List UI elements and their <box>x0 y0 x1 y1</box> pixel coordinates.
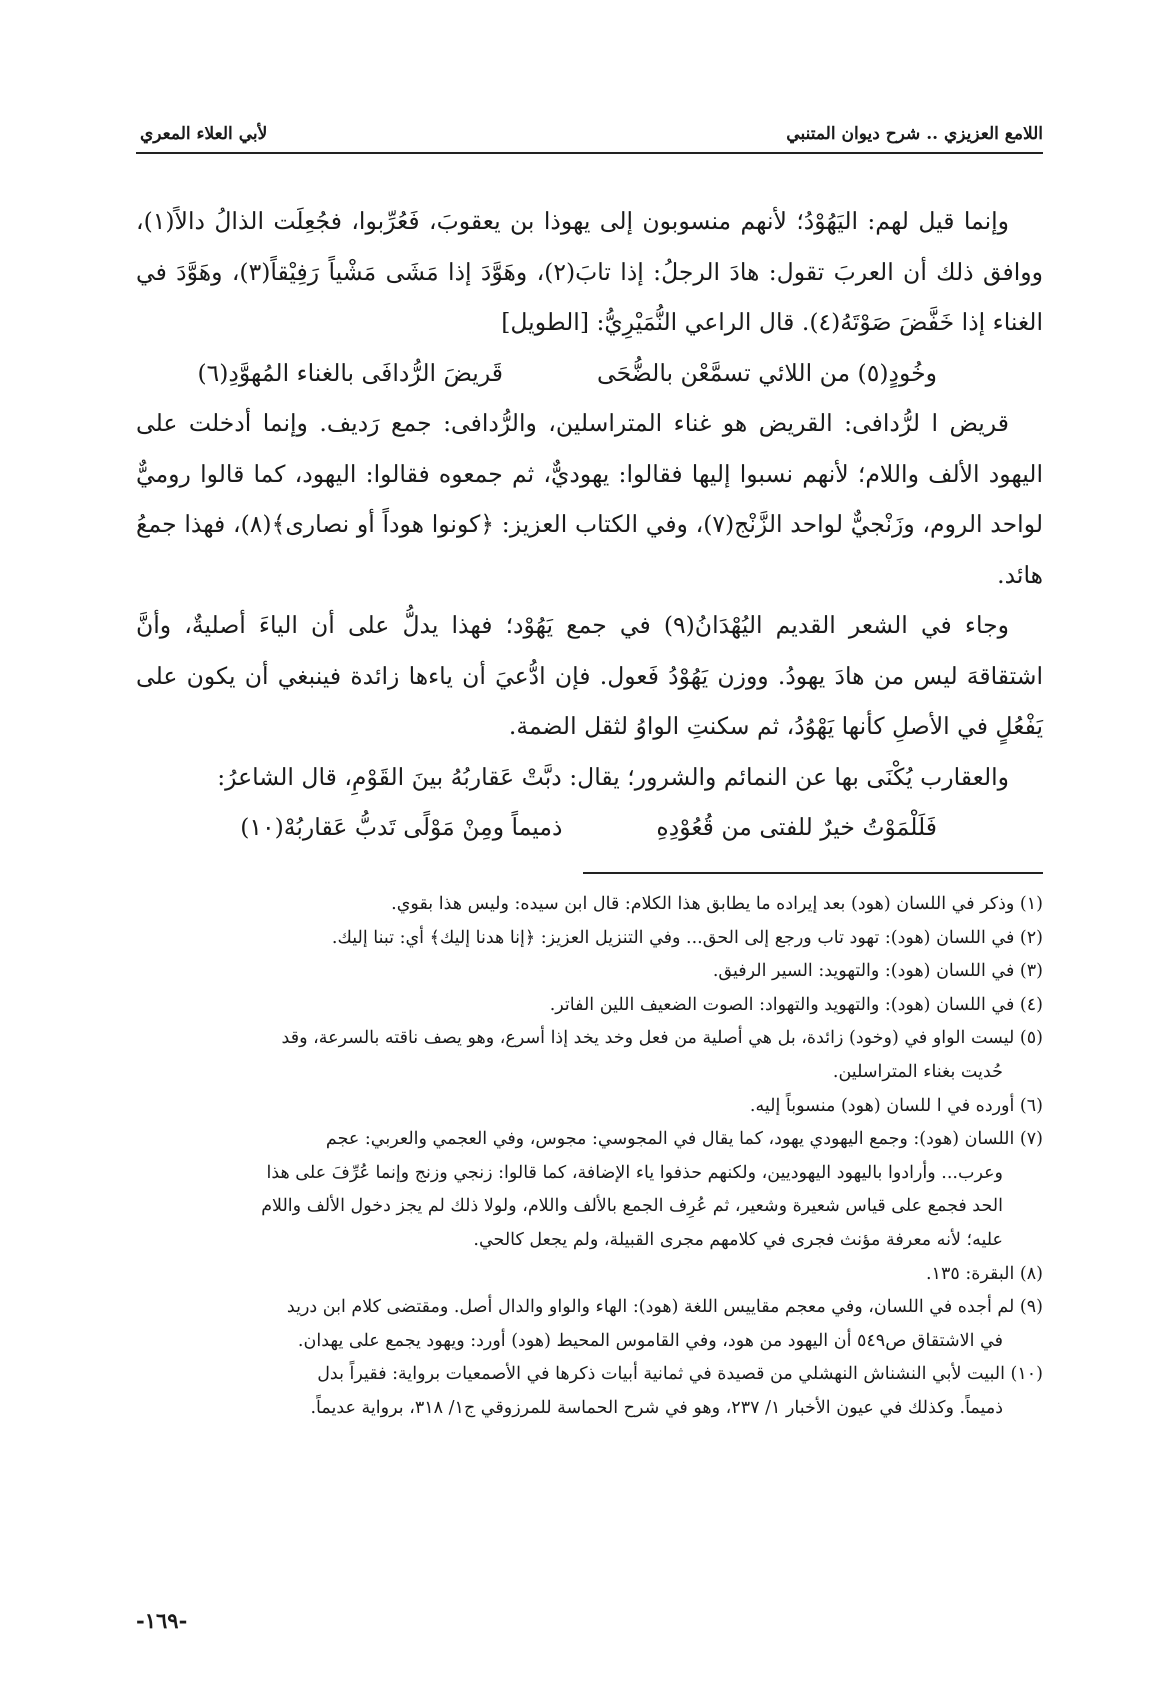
footnote-4: (٤) في اللسان (هود): والتهويد والتهواد: الصوت الضعيف اللين الفاتر. <box>549 994 1043 1015</box>
footnote-10-line-2: ذميماً. وكذلك في عيون الأخبار ١/ ٢٣٧، وهو في شرح الحماسة للمرزوقي ج١/ ٣١٨، برواية عديماً. <box>310 1397 1003 1418</box>
verse-1 <box>136 348 1043 399</box>
verse-1-second-hemistich: قَريضَ الرُّدافَى بالغناء المُهوَّدِ(٦) <box>197 358 504 387</box>
paragraph-4: والعقارب يُكْنَى بها عن النمائم والشرور؛ يقال: دبَّتْ عَقاربُهُ بينَ القَوْمِ، قال الشاعرُ: <box>217 762 1009 791</box>
footnote-7-line-2: وعرب... وأرادوا باليهود اليهوديين، ولكنهم حذفوا ياء الإضافة، كما قالوا: زنجي وزنج وإنما عُرِّفَ على هذا <box>266 1162 1003 1183</box>
paragraph-1: وإنما قيل لهم: اليَهُوْدُ؛ لأنهم منسوبون إلى يهوذا بن يعقوبَ، فَعُرِّبوا، فجُعِلَت الذالُ دالاً(١)، ووافق ذلك أن العربَ تقول: هادَ الرجلُ: إذا تابَ(٢)، وهَوَّدَ إذا مَشَى مَشْياً رَفِيْقاً(٣)، وهَوَّدَ في الغناء إذا خَفَّضَ صَوْتَهُ(٤). قال الراعي النُّمَيْرِيُّ: [الطويل] <box>136 207 1044 336</box>
verse-2 <box>136 802 1043 853</box>
verse-2-first-hemistich: فَلَلْمَوْتُ خيرٌ للفتى من قُعُوْدِهِ <box>656 813 937 841</box>
footnote-5-line-2: حُديت بغناء المتراسلين. <box>832 1061 1003 1082</box>
footnote-3: (٣) في اللسان (هود): والتهويد: السير الرفيق. <box>712 961 1043 982</box>
main-text <box>136 196 1043 853</box>
footnote-rule <box>583 872 1043 874</box>
footnote-9 <box>136 1291 1043 1358</box>
footnote-2: (٢) في اللسان (هود): تهود تاب ورجع إلى الحق... وفي التنزيل العزيز: ﴿إنا هدنا إليك﴾ أي: تبنا إليك. <box>331 927 1043 948</box>
verse-2-second-hemistich: ذميماً ومِنْ مَوْلًى تَدبُّ عَقاربُهْ(١٠) <box>240 813 563 841</box>
footnote-10-line-1: (١٠) البيت لأبي النشناش النهشلي من قصيدة في ثمانية أبيات ذكرها في الأصمعيات برواية: فقيراً بدل <box>317 1364 1043 1385</box>
footnote-7-line-1: (٧) اللسان (هود): وجمع اليهودي يهود، كما يقال في المجوسي: مجوس، وفي العجمي والعربي: عجم <box>325 1129 1043 1150</box>
verse-1-first-hemistich: وخُودٍ(٥) من اللائي تسمَّعْن بالضُّحَى <box>597 358 937 387</box>
footnote-5-line-1: (٥) ليست الواو في (وخود) زائدة، بل هي أصلية من فعل وخد يخد إذا أسرع، وهو يصف ناقته بالسرعة، وقد <box>281 1028 1043 1049</box>
footnote-6: (٦) أورده في ا للسان (هود) منسوباً إليه. <box>749 1095 1043 1116</box>
paragraph-3: وجاء في الشعر القديم اليُهْدَانُ(٩) في جمع يَهُوْد؛ فهذا يدلُّ على أن الياءَ أصليةٌ، وأنَّ اشتقاقهَ ليس من هادَ يهودُ. ووزن يَهُوْدُ فَعول. فإن ادُّعيَ أن ياءها زائدة فينبغي أن يكون على يَفْعُلٍ في الأصلِ كأنها يَهْوُدُ، ثم سكنتِ الواوُ لثقل الضمة. <box>136 611 1043 740</box>
footnote-9-line-2: في الاشتقاق ص٥٤٩ أن اليهود من هود، وفي القاموس المحيط (هود) أورد: ويهود يجمع على يهدان. <box>297 1330 1003 1351</box>
footnote-7-line-4: عليه؛ لأنه معرفة مؤنث فجرى في كلامهم مجرى القبيلة، ولم يجعل كالحي. <box>473 1229 1003 1250</box>
footnote-10 <box>136 1358 1043 1425</box>
header-author: لأبي العلاء المعري <box>140 124 268 144</box>
header-book-title: اللامع العزيزي .. شرح ديوان المتنبي <box>786 124 1043 144</box>
running-header <box>140 108 1043 150</box>
footnotes <box>136 888 1043 1426</box>
footnote-5 <box>136 1022 1043 1089</box>
footnote-9-line-1: (٩) لم أجده في اللسان، وفي معجم مقاييس اللغة (هود): الهاء والواو والدال أصل. ومقتضى كلام ابن دريد <box>286 1297 1043 1318</box>
footnote-1: (١) وذكر في اللسان (هود) بعد إيراده ما يطابق هذا الكلام: قال ابن سيده: وليس هذا بقوي. <box>391 894 1043 914</box>
page-number: -١٦٩- <box>136 1608 188 1633</box>
footnote-7 <box>136 1123 1043 1257</box>
footnote-7-line-3: الحد فجمع على قياس شعيرة وشعير، ثم عُرِف الجمع بالألف واللام، ولولا ذلك لم يجز دخول الألف واللام <box>261 1196 1003 1217</box>
header-rule <box>136 152 1043 154</box>
footnote-8: (٨) البقرة: ١٣٥. <box>925 1263 1043 1284</box>
paragraph-2: قريض ا لرُّدافى: القريض هو غناء المتراسلين، والرُّدافى: جمع رَديف. وإنما أدخلت على اليهود الألف واللام؛ لأنهم نسبوا إليها فقالوا: يهوديٌّ، ثم جمعوه فقالوا: اليهود، كما قالوا روميٌّ لواحد الروم، وزَنْجيٌّ لواحد الزَّنْج(٧)، وفي الكتاب العزيز: ﴿كونوا هوداً أو نصارى﴾(٨)، فهذا جمعُ هائد. <box>136 409 1043 589</box>
